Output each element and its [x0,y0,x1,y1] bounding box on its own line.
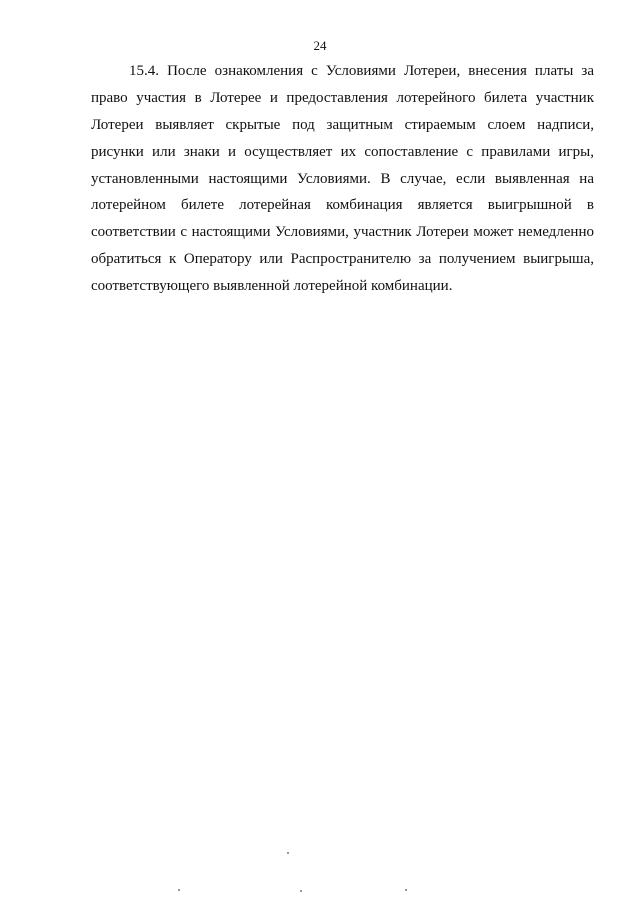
paragraph-line: лотерейном билете лотерейная комбинация является выигрышной в [91,197,594,214]
page-number: 24 [313,38,327,53]
paragraph-line: Лотереи выявляет скрытые под защитным стираемым слоем надписи, [91,116,594,133]
scan-speck [287,852,289,854]
paragraph-line: соответствующего выявленной лотерейной комбинации. [91,278,453,295]
paragraph-line: обратиться к Оператору или Распространителю за получением выигрыша, [91,251,594,268]
section-15-4-paragraph [91,58,594,300]
paragraph-line: право участия в Лотерее и предоставления лотерейного билета участник [91,89,594,106]
scan-speck [178,889,180,891]
paragraph-line: установленными настоящими Условиями. В случае, если выявленная на [91,170,594,187]
paragraph-line: 15.4. После ознакомления с Условиями Лотереи, внесения платы за [129,63,594,79]
paragraph-line: рисунки или знаки и осуществляет их сопоставление с правилами игры, [91,143,594,160]
scan-speck [405,889,407,891]
paragraph-line: соответствии с настоящими Условиями, участник Лотереи может немедленно [91,224,594,241]
scan-speck [300,890,302,892]
